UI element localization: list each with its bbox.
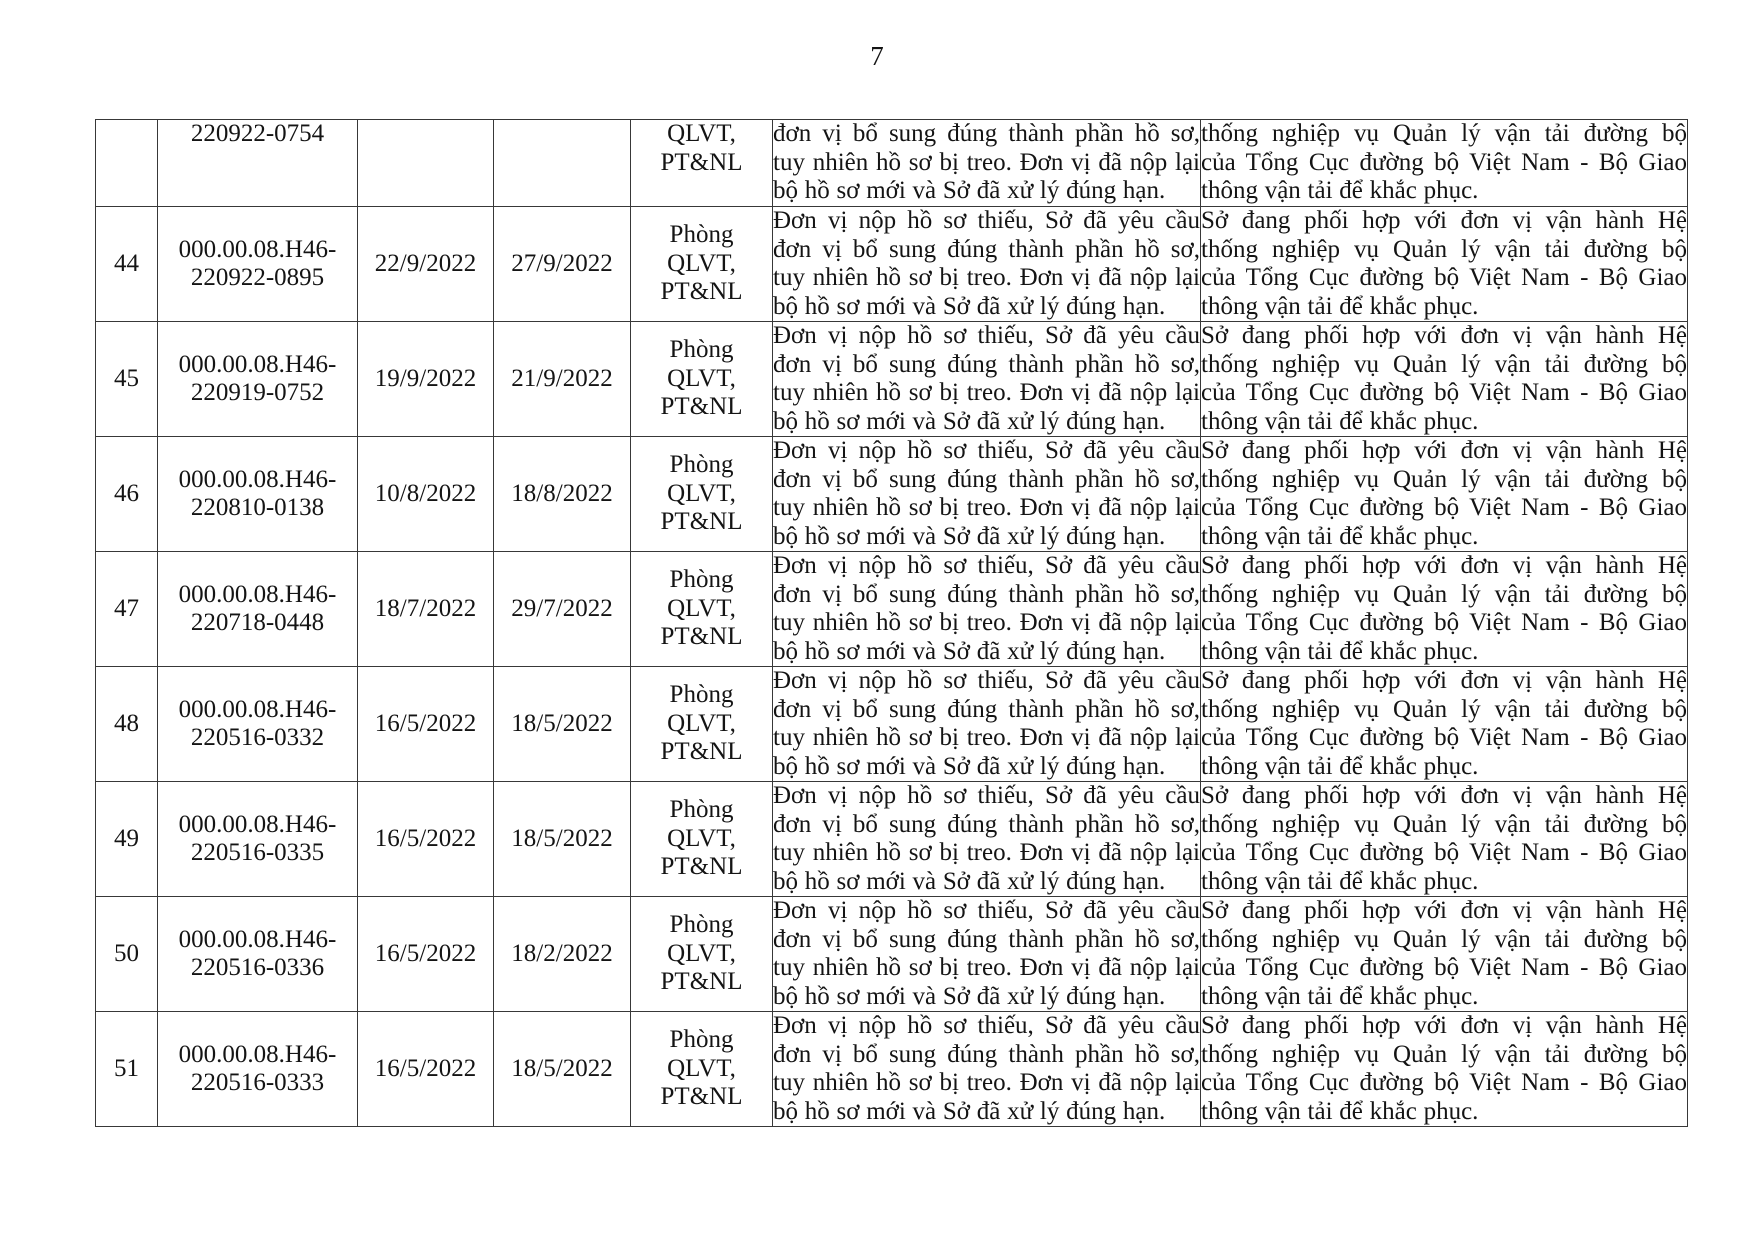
department-cell [631,322,773,437]
received-date-cell: 10/8/2022 [358,437,494,552]
cell-line: 000.00.08.H46- [178,810,337,838]
department-cell [631,120,773,207]
cell-line: thông vận tải để khắc phục. [1201,292,1479,320]
cell-line: Đơn vị nộp hồ sơ thiếu, Sở đã yêu cầu [773,1012,1200,1039]
cell-line: 220516-0335 [190,839,325,866]
table-row [96,207,1688,322]
cell-line: tuy nhiên hồ sơ bị treo. Đơn vị đã nộp lại [773,379,1200,406]
table-row [96,322,1688,437]
cell-line: Đơn vị nộp hồ sơ thiếu, Sở đã yêu cầu [773,552,1200,579]
cell-line: đơn vị bổ sung đúng thành phần hồ sơ, [773,580,1200,608]
cell-line: Phòng [669,681,734,709]
processed-date-cell: 27/9/2022 [494,207,631,322]
cell-line: thống nghiệp vụ Quản lý vận tải đường bộ [1201,120,1687,147]
cell-line: của Tổng Cục đường bộ Việt Nam - Bộ Giao [1201,1069,1687,1096]
description-cell [773,322,1201,437]
cell-line: tuy nhiên hồ sơ bị treo. Đơn vị đã nộp lại [773,839,1200,866]
cell-line: đơn vị bổ sung đúng thành phần hồ sơ, [773,465,1200,493]
document-id-cell [158,1012,358,1127]
department-cell [631,1012,773,1127]
cell-line: PT&NL [660,278,743,306]
cell-line: Sở đang phối hợp với đơn vị vận hành Hệ [1201,322,1687,349]
cell-line: bộ hồ sơ mới và Sở đã xử lý đúng hạn. [773,982,1166,1010]
cell-line: PT&NL [660,968,743,996]
cell-line: bộ hồ sơ mới và Sở đã xử lý đúng hạn. [773,752,1166,780]
cell-line: 000.00.08.H46- [178,695,337,723]
description-cell [773,120,1201,207]
cell-line: 220516-0333 [190,1069,325,1096]
cell-line: 220919-0752 [190,379,325,406]
department-cell [631,897,773,1012]
remedy-cell [1201,897,1688,1012]
cell-line: đơn vị bổ sung đúng thành phần hồ sơ, [773,1040,1200,1068]
cell-line: PT&NL [660,393,743,421]
cell-line: của Tổng Cục đường bộ Việt Nam - Bộ Giao [1201,494,1687,521]
cell-line: 220922-0895 [190,264,325,291]
cell-line: Sở đang phối hợp với đơn vị vận hành Hệ [1201,207,1687,234]
cell-line: bộ hồ sơ mới và Sở đã xử lý đúng hạn. [773,637,1166,665]
cell-line: của Tổng Cục đường bộ Việt Nam - Bộ Giao [1201,264,1687,291]
description-cell [773,1012,1201,1127]
cell-line: thông vận tải để khắc phục. [1201,982,1479,1010]
cell-line: QLVT, [667,709,736,737]
table-row [96,667,1688,782]
processed-date-cell: 29/7/2022 [494,552,631,667]
cell-line: của Tổng Cục đường bộ Việt Nam - Bộ Giao [1201,954,1687,981]
received-date-cell: 16/5/2022 [358,782,494,897]
cell-line: QLVT, [667,249,736,277]
cell-line: 000.00.08.H46- [178,580,337,608]
document-id-cell [158,782,358,897]
document-id-cell [158,120,358,207]
cell-line: Sở đang phối hợp với đơn vị vận hành Hệ [1201,552,1687,579]
remedy-cell [1201,782,1688,897]
cell-line: thống nghiệp vụ Quản lý vận tải đường bộ [1201,235,1687,263]
cell-line: đơn vị bổ sung đúng thành phần hồ sơ, [773,810,1200,838]
received-date-cell: 19/9/2022 [358,322,494,437]
cell-line: của Tổng Cục đường bộ Việt Nam - Bộ Giao [1201,148,1687,176]
cell-line: tuy nhiên hồ sơ bị treo. Đơn vị đã nộp lại [773,724,1200,751]
cell-line: đơn vị bổ sung đúng thành phần hồ sơ, [773,925,1200,953]
row-number-cell: 50 [96,897,158,1012]
cell-line: bộ hồ sơ mới và Sở đã xử lý đúng hạn. [773,177,1166,204]
cell-line: bộ hồ sơ mới và Sở đã xử lý đúng hạn. [773,1097,1166,1125]
cell-line: Sở đang phối hợp với đơn vị vận hành Hệ [1201,782,1687,809]
remedy-cell [1201,322,1688,437]
cell-line: thông vận tải để khắc phục. [1201,637,1479,665]
cell-line: 000.00.08.H46- [178,350,337,378]
cell-line: 220516-0336 [190,954,325,981]
document-id-cell [158,667,358,782]
document-id-cell [158,322,358,437]
cell-line: đơn vị bổ sung đúng thành phần hồ sơ, [773,695,1200,723]
cell-line: thông vận tải để khắc phục. [1201,867,1479,895]
row-number-cell: 48 [96,667,158,782]
department-cell [631,552,773,667]
department-cell [631,207,773,322]
cell-line: 220718-0448 [190,609,325,636]
processed-date-cell: 18/5/2022 [494,667,631,782]
cell-line: Sở đang phối hợp với đơn vị vận hành Hệ [1201,437,1687,464]
cell-line: QLVT, [667,939,736,967]
cell-line: của Tổng Cục đường bộ Việt Nam - Bộ Giao [1201,724,1687,751]
cell-line: thông vận tải để khắc phục. [1201,522,1479,550]
cell-line: Đơn vị nộp hồ sơ thiếu, Sở đã yêu cầu [773,782,1200,809]
cell-line: Đơn vị nộp hồ sơ thiếu, Sở đã yêu cầu [773,207,1200,234]
cell-line: đơn vị bổ sung đúng thành phần hồ sơ, [773,120,1200,147]
cell-line: 220516-0332 [190,724,325,751]
cell-line: QLVT, [667,824,736,852]
description-cell [773,782,1201,897]
cell-line: Phòng [669,911,734,939]
cell-line: Sở đang phối hợp với đơn vị vận hành Hệ [1201,1012,1687,1039]
cell-line: của Tổng Cục đường bộ Việt Nam - Bộ Giao [1201,379,1687,406]
cell-line: đơn vị bổ sung đúng thành phần hồ sơ, [773,350,1200,378]
cell-line: đơn vị bổ sung đúng thành phần hồ sơ, [773,235,1200,263]
cell-line: tuy nhiên hồ sơ bị treo. Đơn vị đã nộp lại [773,609,1200,636]
cell-line: bộ hồ sơ mới và Sở đã xử lý đúng hạn. [773,407,1166,435]
processed-date-cell: 18/5/2022 [494,1012,631,1127]
cell-line: Phòng [669,451,734,479]
remedy-cell [1201,437,1688,552]
carryover-table-row [96,120,1688,207]
cell-line: thống nghiệp vụ Quản lý vận tải đường bộ [1201,465,1687,493]
remedy-cell [1201,207,1688,322]
received-date-cell: 16/5/2022 [358,1012,494,1127]
processed-date-cell: 21/9/2022 [494,322,631,437]
remedy-cell [1201,120,1688,207]
document-id-cell [158,207,358,322]
processed-date-cell: 18/8/2022 [494,437,631,552]
received-date-cell: 18/7/2022 [358,552,494,667]
cell-line: QLVT, [667,479,736,507]
received-date-cell: 22/9/2022 [358,207,494,322]
cell-line: 220810-0138 [190,494,325,521]
cell-line: bộ hồ sơ mới và Sở đã xử lý đúng hạn. [773,867,1166,895]
cell-line: thống nghiệp vụ Quản lý vận tải đường bộ [1201,925,1687,953]
cell-line: PT&NL [660,853,743,881]
table-row [96,1012,1688,1127]
cell-line: tuy nhiên hồ sơ bị treo. Đơn vị đã nộp lại [773,494,1200,521]
cell-line: thống nghiệp vụ Quản lý vận tải đường bộ [1201,695,1687,723]
cell-line: PT&NL [660,1083,743,1111]
processed-date-cell: 18/5/2022 [494,782,631,897]
cell-line: QLVT, [667,1054,736,1082]
cell-line: Đơn vị nộp hồ sơ thiếu, Sở đã yêu cầu [773,322,1200,349]
cell-line: Đơn vị nộp hồ sơ thiếu, Sở đã yêu cầu [773,667,1200,694]
records-table [95,119,1688,1127]
cell-line: tuy nhiên hồ sơ bị treo. Đơn vị đã nộp lại [773,954,1200,981]
cell-line: thống nghiệp vụ Quản lý vận tải đường bộ [1201,350,1687,378]
received-date-cell [358,120,494,207]
cell-line: Phòng [669,796,734,824]
cell-line: PT&NL [660,738,743,766]
cell-line: Đơn vị nộp hồ sơ thiếu, Sở đã yêu cầu [773,437,1200,464]
cell-line: Phòng [669,1026,734,1054]
department-cell [631,782,773,897]
cell-line: Sở đang phối hợp với đơn vị vận hành Hệ [1201,897,1687,924]
description-cell [773,897,1201,1012]
table-row [96,437,1688,552]
cell-line: Phòng [669,566,734,594]
remedy-cell [1201,1012,1688,1127]
cell-line: tuy nhiên hồ sơ bị treo. Đơn vị đã nộp lại [773,264,1200,291]
cell-line: của Tổng Cục đường bộ Việt Nam - Bộ Giao [1201,839,1687,866]
document-id-cell [158,552,358,667]
row-number-cell: 47 [96,552,158,667]
cell-line: QLVT, [667,364,736,392]
cell-line: thống nghiệp vụ Quản lý vận tải đường bộ [1201,580,1687,608]
cell-line: PT&NL [660,148,743,176]
received-date-cell: 16/5/2022 [358,667,494,782]
processed-date-cell [494,120,631,207]
document-id-cell [158,437,358,552]
cell-line: thông vận tải để khắc phục. [1201,177,1479,204]
description-cell [773,207,1201,322]
cell-line: 000.00.08.H46- [178,925,337,953]
department-cell [631,667,773,782]
cell-line: QLVT, [667,594,736,622]
cell-line: của Tổng Cục đường bộ Việt Nam - Bộ Giao [1201,609,1687,636]
cell-line: 000.00.08.H46- [178,235,337,263]
table-row [96,782,1688,897]
row-number-cell: 51 [96,1012,158,1127]
row-number-cell: 49 [96,782,158,897]
document-id-cell [158,897,358,1012]
page-number: 7 [870,41,884,71]
table-row [96,552,1688,667]
description-cell [773,667,1201,782]
cell-line: tuy nhiên hồ sơ bị treo. Đơn vị đã nộp lại [773,1069,1200,1096]
cell-line: PT&NL [660,623,743,651]
remedy-cell [1201,552,1688,667]
description-cell [773,437,1201,552]
cell-line: 000.00.08.H46- [178,465,337,493]
cell-line: QLVT, [667,120,736,147]
processed-date-cell: 18/2/2022 [494,897,631,1012]
cell-line: bộ hồ sơ mới và Sở đã xử lý đúng hạn. [773,522,1166,550]
row-number-cell: 46 [96,437,158,552]
cell-line: 220922-0754 [190,120,325,147]
cell-line: thông vận tải để khắc phục. [1201,752,1479,780]
cell-line: Phòng [669,221,734,249]
cell-line: thống nghiệp vụ Quản lý vận tải đường bộ [1201,1040,1687,1068]
cell-line: tuy nhiên hồ sơ bị treo. Đơn vị đã nộp lại [773,148,1200,176]
department-cell [631,437,773,552]
row-number-cell: 44 [96,207,158,322]
remedy-cell [1201,667,1688,782]
table-row [96,897,1688,1012]
received-date-cell: 16/5/2022 [358,897,494,1012]
row-number-cell [96,120,158,207]
row-number-cell: 45 [96,322,158,437]
cell-line: thông vận tải để khắc phục. [1201,1097,1479,1125]
cell-line: 000.00.08.H46- [178,1040,337,1068]
cell-line: Sở đang phối hợp với đơn vị vận hành Hệ [1201,667,1687,694]
cell-line: Đơn vị nộp hồ sơ thiếu, Sở đã yêu cầu [773,897,1200,924]
cell-line: thống nghiệp vụ Quản lý vận tải đường bộ [1201,810,1687,838]
cell-line: thông vận tải để khắc phục. [1201,407,1479,435]
cell-line: PT&NL [660,508,743,536]
cell-line: Phòng [669,336,734,364]
description-cell [773,552,1201,667]
cell-line: bộ hồ sơ mới và Sở đã xử lý đúng hạn. [773,292,1166,320]
